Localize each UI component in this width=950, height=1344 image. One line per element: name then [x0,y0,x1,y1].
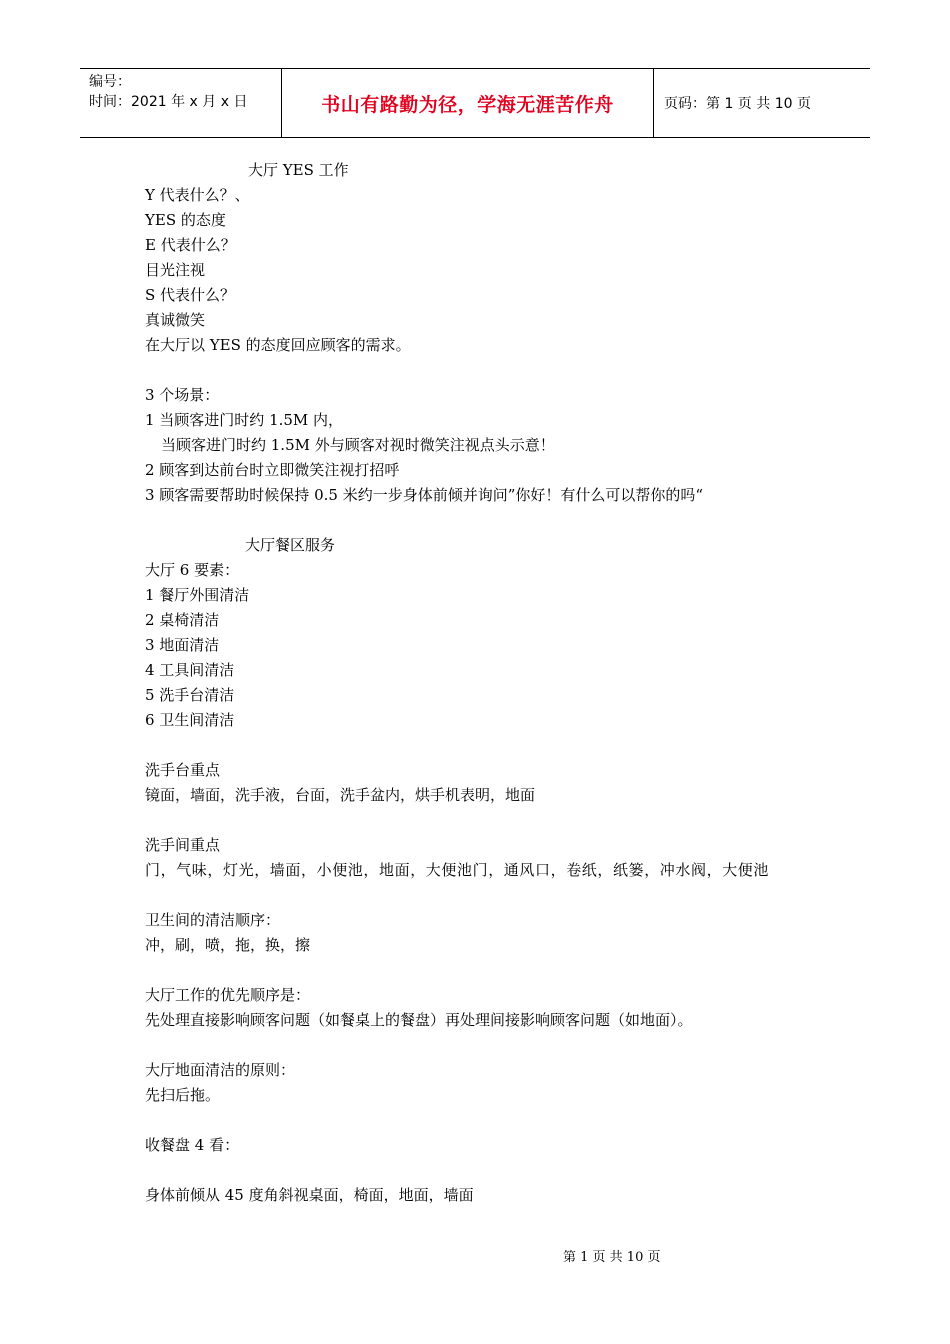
list-item: 5 洗手台清洁 [145,686,235,704]
sink-text: 镜面，墙面，洗手液，台面，洗手盆内，烘手机表明，地面 [145,786,536,804]
serial-label: 编号： [89,74,131,90]
text-line: YES 的态度 [145,211,226,229]
text-line: E 代表什么？ [145,236,236,254]
section-title-yes: 大厅 YES 工作 [248,161,349,179]
scene-item: 2 顾客到达前台时立即微笑注视打招呼 [145,461,400,479]
text-line: Y 代表什么？、 [145,186,250,204]
clean-order-heading: 卫生间的清洁顺序： [145,911,281,929]
document-body [145,158,825,1208]
clean-order-text: 冲，刷，喷，拖，换，擦 [145,936,311,954]
floor-text: 先扫后拖。 [145,1086,221,1104]
text-line: 真诚微笑 [145,311,206,329]
scenes-heading: 3 个场景： [145,386,220,404]
tray-heading: 收餐盘 4 看： [145,1136,240,1154]
restroom-text: 门，气味，灯光，墙面，小便池，地面，大便池门，通风口，卷纸，纸篓，冲水阀，大便池 [145,861,770,879]
page-header [80,68,870,138]
list-item: 2 桌椅清洁 [145,611,220,629]
tray-text: 身体前倾从 45 度角斜视桌面，椅面，地面，墙面 [145,1186,474,1204]
time-label: 时间：2021 年 x 月 x 日 [89,94,248,110]
sink-heading: 洗手台重点 [145,761,221,779]
priority-heading: 大厅工作的优先顺序是： [145,986,311,1004]
header-meta-cell [80,69,282,137]
scene-item: 1 当顾客进门时约 1.5M 内， [145,411,344,429]
section-title-dining: 大厅餐区服务 [245,536,336,554]
header-motto: 书山有路勤为径，学海无涯苦作舟 [282,69,654,137]
text-line: 在大厅以 YES 的态度回应顾客的需求。 [145,336,411,354]
scene-item-detail: 当顾客进门时约 1.5M 外与顾客对视时微笑注视点头示意！ [161,436,555,454]
floor-heading: 大厅地面清洁的原则： [145,1061,296,1079]
text-line: S 代表什么？ [145,286,236,304]
list-item: 1 餐厅外围清洁 [145,586,250,604]
header-page-info: 页码：第 1 页 共 10 页 [664,96,811,112]
restroom-heading: 洗手间重点 [145,836,221,854]
footer-page-number: 第 1 页 共 10 页 [563,1250,661,1265]
scene-item: 3 顾客需要帮助时候保持 0.5 米约一步身体前倾并询问”你好！有什么可以帮你的吗“ [145,486,704,504]
six-elements-heading: 大厅 6 要素： [145,561,240,579]
list-item: 3 地面清洁 [145,636,220,654]
list-item: 4 工具间清洁 [145,661,235,679]
list-item: 6 卫生间清洁 [145,711,235,729]
priority-text: 先处理直接影响顾客问题（如餐桌上的餐盘）再处理间接影响顾客问题（如地面）。 [145,1011,693,1029]
text-line: 目光注视 [145,261,206,279]
